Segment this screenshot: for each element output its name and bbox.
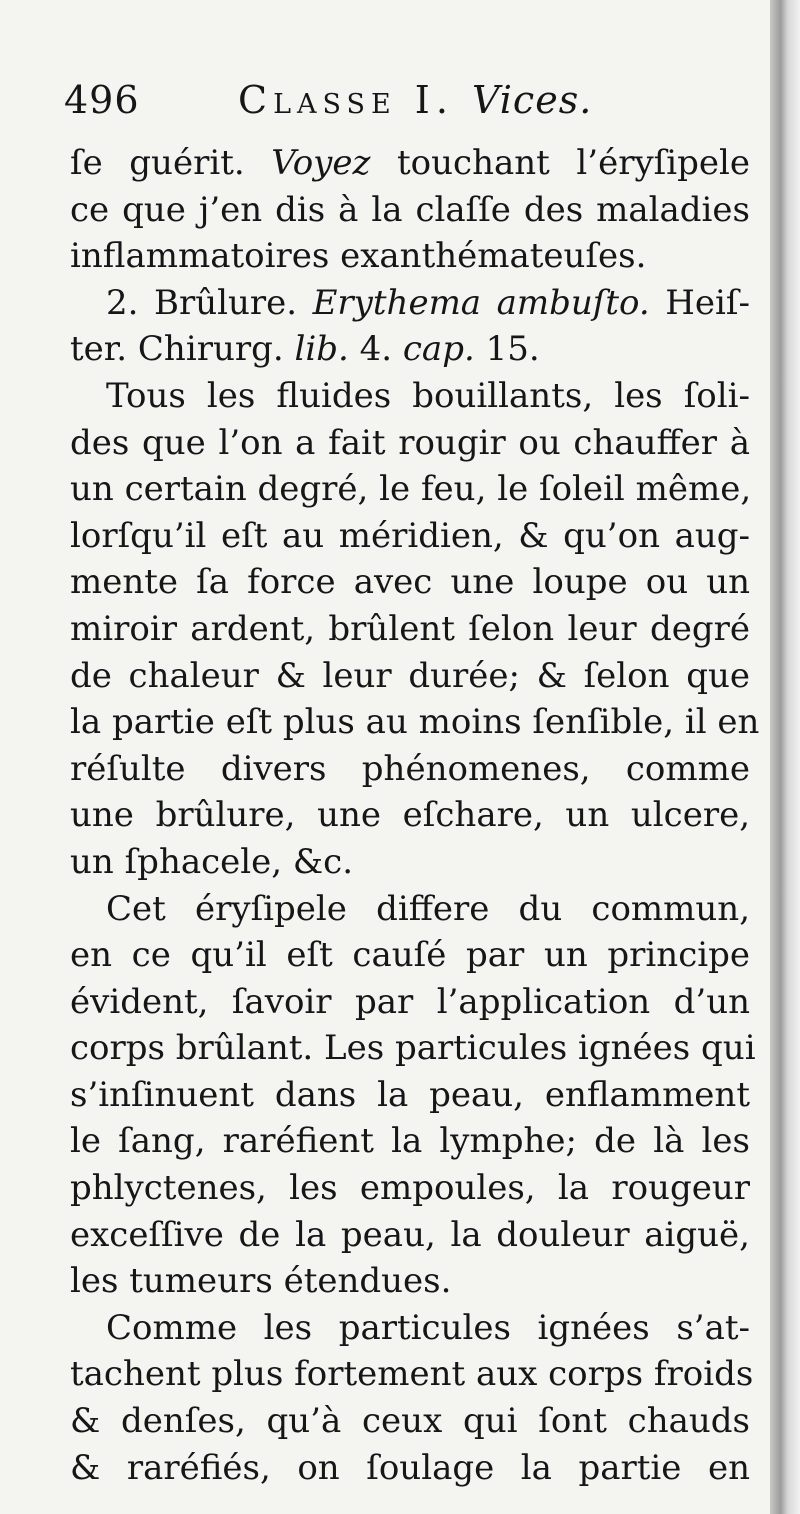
text-segment: ter. Chirurg. bbox=[70, 329, 295, 370]
text-line bbox=[70, 326, 750, 373]
page-number: 496 bbox=[64, 78, 140, 122]
text-line bbox=[70, 233, 750, 280]
text-segment: corps brûlant. Les particules ignées qui bbox=[70, 1028, 756, 1069]
text-segment: réſulte divers phénomenes, comme bbox=[70, 748, 750, 789]
text-segment: le ſang, raréfient la lymphe; de là les bbox=[70, 1121, 750, 1162]
text-line bbox=[70, 699, 760, 746]
text-line bbox=[70, 886, 750, 933]
text-line bbox=[70, 653, 750, 700]
text-line bbox=[70, 420, 750, 467]
text-line bbox=[70, 1398, 750, 1445]
text-segment: ſe guérit. bbox=[70, 143, 272, 183]
text-line bbox=[70, 932, 750, 979]
text-line bbox=[70, 792, 750, 839]
text-segment: & raréfiés, on ſoulage la partie en bbox=[70, 1447, 750, 1488]
text-segment: ce que j’en dis à la claſſe des maladies bbox=[70, 189, 750, 230]
text-segment: lorſqu’il eſt au méridien, & qu’on aug- bbox=[70, 515, 750, 556]
text-segment: en ce qu’il eſt cauſé par un principe bbox=[70, 935, 750, 976]
text-segment: 2. Brûlure. bbox=[106, 282, 313, 323]
text-line bbox=[70, 979, 750, 1026]
text-segment: mente ſa force avec une loupe ou un bbox=[70, 562, 750, 603]
text-line bbox=[70, 1351, 754, 1398]
text-line bbox=[70, 1118, 750, 1165]
text-segment: les tumeurs étendues. bbox=[70, 1261, 452, 1302]
text-line bbox=[70, 1258, 750, 1305]
text-segment: une brûlure, une eſchare, un ulcere, bbox=[70, 795, 750, 836]
text-segment: inflammatoires exanthémateuſes. bbox=[70, 236, 647, 277]
text-segment: cap. bbox=[402, 329, 475, 370]
text-line bbox=[70, 559, 750, 606]
text-segment: évident, ſavoir par l’application d’un bbox=[70, 981, 750, 1022]
text-line bbox=[70, 466, 750, 513]
text-line bbox=[70, 1072, 750, 1119]
text-line bbox=[70, 140, 750, 187]
text-segment: la partie eſt plus au moins ſenſible, il en bbox=[70, 702, 760, 743]
text-segment: exceſſive de la peau, la douleur aiguë, bbox=[70, 1214, 750, 1255]
text-segment: lib. bbox=[294, 329, 349, 370]
text-line bbox=[70, 606, 750, 653]
running-head bbox=[64, 78, 704, 128]
text-segment: Voyez bbox=[271, 143, 371, 183]
text-segment: s’inſinuent dans la peau, enflamment bbox=[70, 1074, 750, 1115]
text-line bbox=[70, 1025, 756, 1072]
body-text bbox=[70, 140, 760, 1491]
text-segment: des que l’on a fait rougir ou chauffer à bbox=[70, 422, 750, 463]
text-segment: tachent plus fortement aux corps froids bbox=[70, 1354, 754, 1395]
text-line bbox=[70, 280, 750, 327]
text-line bbox=[70, 1305, 750, 1352]
text-line bbox=[70, 187, 750, 234]
header-title bbox=[238, 78, 592, 122]
text-segment: de chaleur & leur durée; & ſelon que bbox=[70, 655, 750, 696]
text-line bbox=[70, 1165, 750, 1212]
text-line bbox=[70, 513, 750, 560]
page-gutter-shadow bbox=[770, 0, 800, 1514]
header-title-italic: Vices. bbox=[472, 78, 593, 122]
text-segment: un ſphacele, &c. bbox=[70, 841, 354, 882]
text-line bbox=[70, 746, 750, 793]
text-line bbox=[70, 1212, 750, 1259]
text-segment: Erythema ambuſto. bbox=[312, 282, 650, 323]
text-segment: un certain degré, le feu, le ſoleil même, bbox=[70, 469, 752, 510]
text-segment: touchant l’éryſipele bbox=[370, 143, 750, 183]
text-segment: 15. bbox=[474, 329, 540, 370]
text-segment: Cet éryſipele differe du commun, bbox=[106, 888, 750, 929]
text-segment: Comme les particules ignées s’at- bbox=[106, 1307, 750, 1348]
text-line bbox=[70, 373, 750, 420]
text-segment: miroir ardent, brûlent ſelon leur degré bbox=[70, 608, 750, 649]
text-line bbox=[70, 839, 750, 886]
text-segment: phlyctenes, les empoules, la rougeur bbox=[70, 1168, 750, 1209]
text-segment: Heiſ- bbox=[649, 282, 750, 323]
text-line bbox=[70, 1445, 750, 1492]
text-segment: 4. bbox=[348, 329, 403, 370]
text-segment: & denſes, qu’à ceux qui ſont chauds bbox=[70, 1401, 750, 1442]
text-segment: Tous les fluides bouillants, les ſoli- bbox=[106, 375, 750, 416]
header-title-class: Classe I. bbox=[238, 78, 454, 122]
